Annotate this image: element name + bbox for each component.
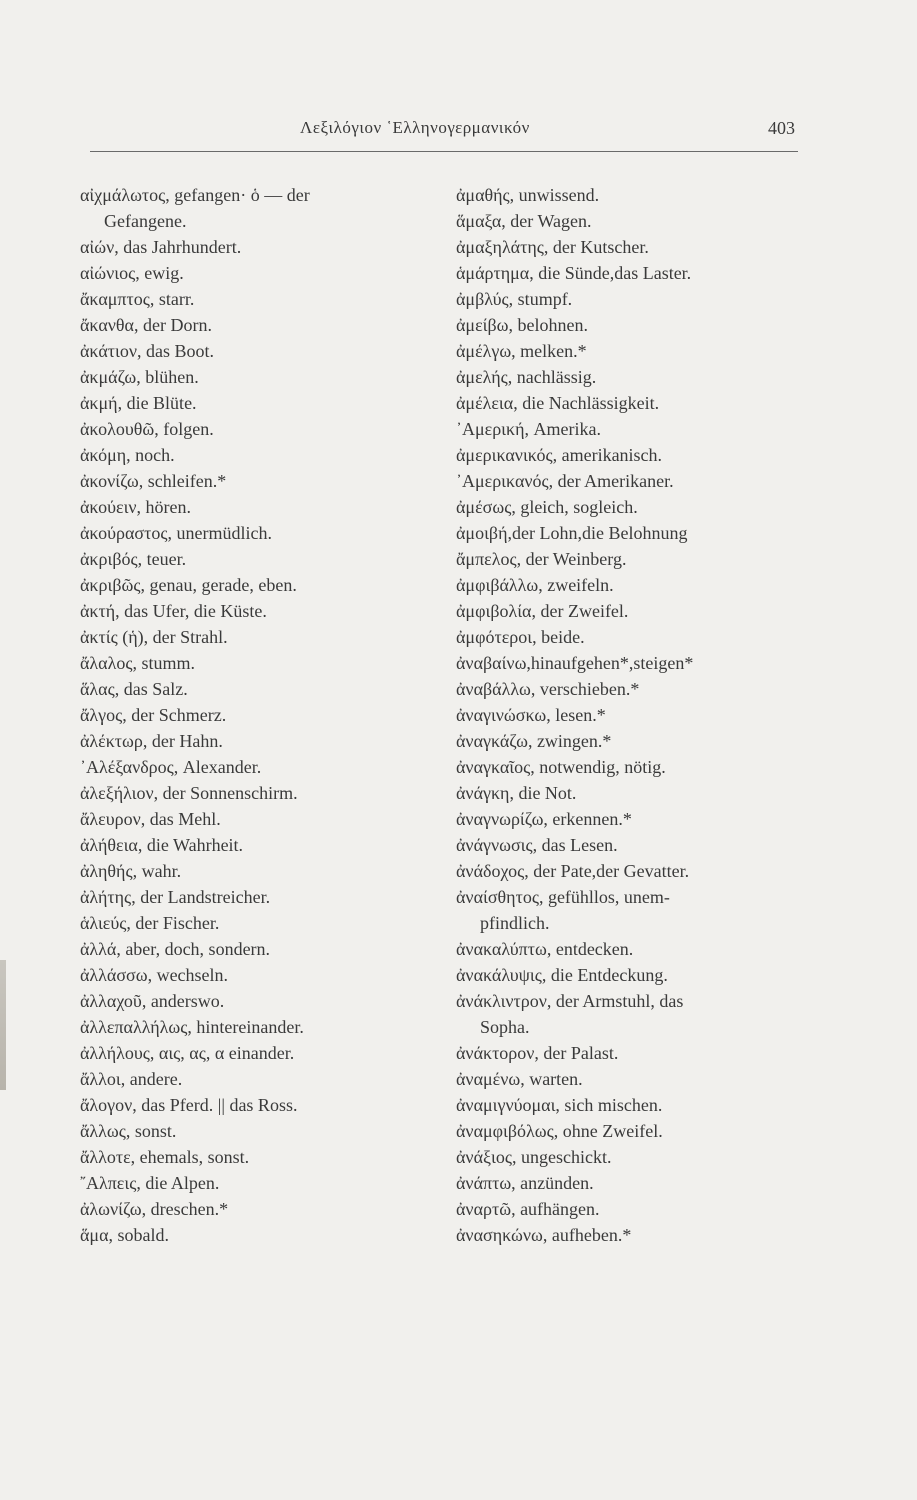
- dictionary-entry: ἀμαθής, unwissend.: [456, 185, 600, 205]
- dictionary-entry: ἁμάρτημα, die Sünde,das Laster.: [456, 263, 692, 283]
- dictionary-entry: ἀναγκαῖος, notwendig, nötig.: [456, 757, 666, 777]
- dictionary-entry: ἀμείβω, belohnen.: [456, 315, 588, 335]
- header-rule: [90, 151, 798, 152]
- dictionary-entry: ἀναβαίνω,hinaufgehen*,steigen*: [456, 653, 694, 673]
- dictionary-entry: ἀναβάλλω, verschieben.*: [456, 679, 640, 699]
- dictionary-entry: ᾿Αμερική, Amerika.: [456, 419, 601, 439]
- dictionary-entry: ἀμφιβάλλω, zweifeln.: [456, 575, 614, 595]
- dictionary-entry: ἄλγος, der Schmerz.: [80, 705, 227, 725]
- dictionary-entry: ἀναμφιβόλως, ohne Zweifel.: [456, 1121, 663, 1141]
- running-title: Λεξιλόγιον ῾Ελληνογερμανικόν: [300, 118, 530, 137]
- dictionary-entry: ἀλέκτωρ, der Hahn.: [80, 731, 223, 751]
- page-header: [90, 118, 795, 148]
- dictionary-entry: ἅμαξα, der Wagen.: [456, 211, 592, 231]
- page-edge-shadow: [0, 960, 6, 1090]
- dictionary-entry: ἀνακάλυψις, die Entdeckung.: [456, 965, 668, 985]
- dictionary-entry: ἀνάδοχος, der Pate,der Gevatter.: [456, 861, 690, 881]
- dictionary-entry: pfindlich.: [480, 913, 550, 933]
- dictionary-entry: ἀλλάσσω, wechseln.: [80, 965, 229, 985]
- dictionary-entry: ἀναμιγνύομαι, sich mischen.: [456, 1095, 663, 1115]
- dictionary-entry: ἀκριβῶς, genau, gerade, eben.: [80, 575, 297, 595]
- dictionary-entry: ἀλωνίζω, dreschen.*: [80, 1199, 229, 1219]
- dictionary-entry: ἀμέλεια, die Nachlässigkeit.: [456, 393, 660, 413]
- dictionary-entry: Gefangene.: [104, 211, 187, 231]
- dictionary-entry: ἄμπελος, der Weinberg.: [456, 549, 627, 569]
- dictionary-entry: ἀλλήλους, αις, ας, α einander.: [80, 1043, 295, 1063]
- dictionary-entry: ἀκονίζω, schleifen.*: [80, 471, 227, 491]
- dictionary-entry: ἀκμάζω, blühen.: [80, 367, 199, 387]
- dictionary-entry: ἀναμένω, warten.: [456, 1069, 583, 1089]
- dictionary-entry: ἁλιεύς, der Fischer.: [80, 913, 220, 933]
- dictionary-entry: ἀνάκτορον, der Palast.: [456, 1043, 619, 1063]
- dictionary-entry: ἀμφιβολία, der Zweifel.: [456, 601, 629, 621]
- dictionary-entry: ἀναίσθητος, gefühllos, unem-: [456, 887, 670, 907]
- dictionary-entry: ἀμέλγω, melken.*: [456, 341, 587, 361]
- dictionary-entry: ἀλήθεια, die Wahrheit.: [80, 835, 244, 855]
- dictionary-entry: ἀναγινώσκω, lesen.*: [456, 705, 606, 725]
- dictionary-entry: ἀνασηκώνω, aufheben.*: [456, 1225, 632, 1245]
- dictionary-entry: ἀλήτης, der Landstreicher.: [80, 887, 271, 907]
- dictionary-entry: ἄκανθα, der Dorn.: [80, 315, 212, 335]
- dictionary-entry: ἀλλαχοῦ, anderswo.: [80, 991, 225, 1011]
- dictionary-entry: ἄλαλος, stumm.: [80, 653, 195, 673]
- dictionary-entry: ἀνάγκη, die Not.: [456, 783, 577, 803]
- dictionary-entry: αἰχμάλωτος, gefangen· ὁ — der: [80, 185, 310, 205]
- dictionary-entry: ἀλλεπαλλήλως, hintereinander.: [80, 1017, 304, 1037]
- dictionary-entry: ἀκόμη, noch.: [80, 445, 175, 465]
- dictionary-entry: ἅλας, das Salz.: [80, 679, 188, 699]
- dictionary-entry: ἅμα, sobald.: [80, 1225, 170, 1245]
- dictionary-entry: ἀκτή, das Ufer, die Küste.: [80, 601, 267, 621]
- dictionary-entry: ἀμφότεροι, beide.: [456, 627, 585, 647]
- dictionary-entry: ἀμερικανικός, amerikanisch.: [456, 445, 663, 465]
- dictionary-entry: ᾿Αμερικανός, der Amerikaner.: [456, 471, 674, 491]
- dictionary-entry: ἀνάπτω, anzünden.: [456, 1173, 594, 1193]
- dictionary-entry: ἄλλως, sonst.: [80, 1121, 177, 1141]
- dictionary-entry: ἀληθής, wahr.: [80, 861, 182, 881]
- dictionary-entry: αἰών, das Jahrhundert.: [80, 237, 242, 257]
- dictionary-entry: ἄλογον, das Pferd. || das Ross.: [80, 1095, 298, 1115]
- dictionary-entry: ἀκριβός, teuer.: [80, 549, 187, 569]
- dictionary-entry: αἰώνιος, ewig.: [80, 263, 184, 283]
- dictionary-entry: ἄλευρον, das Mehl.: [80, 809, 221, 829]
- dictionary-entry: ἀκμή, die Blüte.: [80, 393, 197, 413]
- left-column: [80, 182, 440, 1248]
- dictionary-entry: ῎Αλπεις, die Alpen.: [80, 1173, 220, 1193]
- dictionary-entry: ἄκαμπτος, starr.: [80, 289, 195, 309]
- right-column: [456, 182, 801, 1248]
- dictionary-entry: ἀμβλύς, stumpf.: [456, 289, 573, 309]
- dictionary-entry: ἀλεξήλιον, der Sonnenschirm.: [80, 783, 298, 803]
- dictionary-entry: ἄλλοτε, ehemals, sonst.: [80, 1147, 250, 1167]
- dictionary-entry: ἀκάτιον, das Boot.: [80, 341, 214, 361]
- dictionary-entry: ἀμαξηλάτης, der Kutscher.: [456, 237, 649, 257]
- page-number: 403: [768, 118, 795, 138]
- dictionary-entry: ἀναγνωρίζω, erkennen.*: [456, 809, 632, 829]
- dictionary-entry: ἀμέσως, gleich, sogleich.: [456, 497, 638, 517]
- dictionary-entry: ἀμελής, nachlässig.: [456, 367, 597, 387]
- dictionary-entry: Sopha.: [480, 1017, 530, 1037]
- dictionary-entry: ἄλλοι, andere.: [80, 1069, 183, 1089]
- dictionary-entry: ἀμοιβή,der Lohn,die Belohnung: [456, 523, 688, 543]
- dictionary-entry: ἀνάκλιντρον, der Armstuhl, das: [456, 991, 684, 1011]
- dictionary-entry: ἀκολουθῶ, folgen.: [80, 419, 214, 439]
- dictionary-entry: ᾿Αλέξανδρος, Alexander.: [80, 757, 262, 777]
- dictionary-entry: ἀνάξιος, ungeschickt.: [456, 1147, 612, 1167]
- dictionary-entry: ἀκτίς (ἡ), der Strahl.: [80, 627, 228, 647]
- dictionary-entry: ἀναγκάζω, zwingen.*: [456, 731, 612, 751]
- dictionary-entry: ἀκούειν, hören.: [80, 497, 192, 517]
- dictionary-entry: ἀνακαλύπτω, entdecken.: [456, 939, 634, 959]
- dictionary-entry: ἀνάγνωσις, das Lesen.: [456, 835, 618, 855]
- dictionary-entry: ἀλλά, aber, doch, sondern.: [80, 939, 271, 959]
- dictionary-entry: ἀκούραστος, unermüdlich.: [80, 523, 272, 543]
- dictionary-entry: ἀναρτῶ, aufhängen.: [456, 1199, 600, 1219]
